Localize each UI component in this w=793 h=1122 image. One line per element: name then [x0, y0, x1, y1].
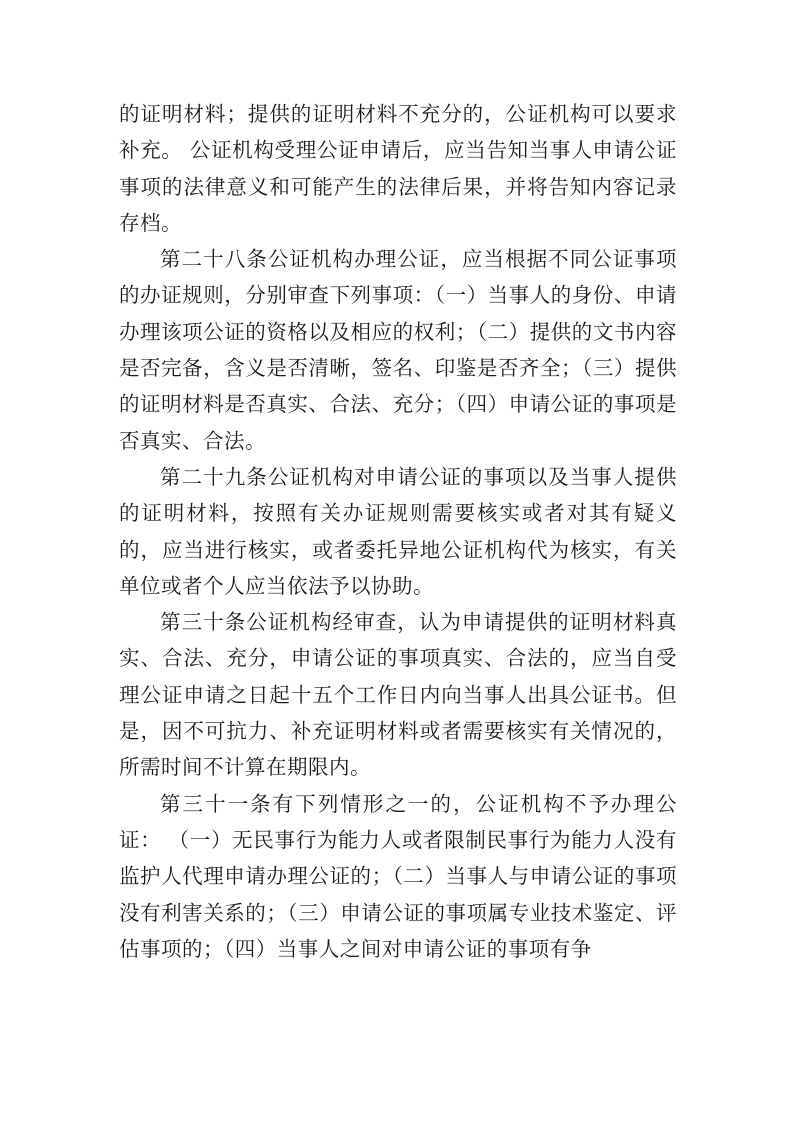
paragraph-article-29: 第二十九条公证机构对申请公证的事项以及当事人提供的证明材料，按照有关办证规则需要核实或者对其有疑义的，应当进行核实，或者委托异地公证机构代为核实，有关单位或者个人应当依法予以协助。 [119, 464, 677, 598]
paragraph-article-28: 第二十八条公证机构办理公证，应当根据不同公证事项的办证规则，分别审查下列事项：（一）当事人的身份、申请办理该项公证的资格以及相应的权利；（二）提供的文书内容是否完备，含义是否清晰，签名、印鉴是否齐全；（三）提供的证明材料是否真实、合法、充分；（四）申请公证的事项是否真实、合法。 [119, 247, 677, 453]
paragraph-article-31: 第三十一条有下列情形之一的，公证机构不予办理公证： （一）无民事行为能力人或者限制民事行为能力人没有监护人代理申请办理公证的；（二）当事人与申请公证的事项没有利害关系的；（三）申请公证的事项属专业技术鉴定、评估事项的；（四）当事人之间对申请公证的事项有争 [119, 791, 677, 961]
paragraph-article-30: 第三十条公证机构经审查，认为申请提供的证明材料真实、合法、充分，申请公证的事项真实、合法的，应当自受理公证申请之日起十五个工作日内向当事人出具公证书。但是，因不可抗力、补充证明材料或者需要核实有关情况的，所需时间不计算在期限内。 [119, 610, 677, 780]
paragraph-continuation: 的证明材料；提供的证明材料不充分的，公证机构可以要求补充。 公证机构受理公证申请后，应当告知当事人申请公证事项的法律意义和可能产生的法律后果，并将告知内容记录存档。 [119, 102, 677, 235]
document-body [119, 96, 677, 967]
